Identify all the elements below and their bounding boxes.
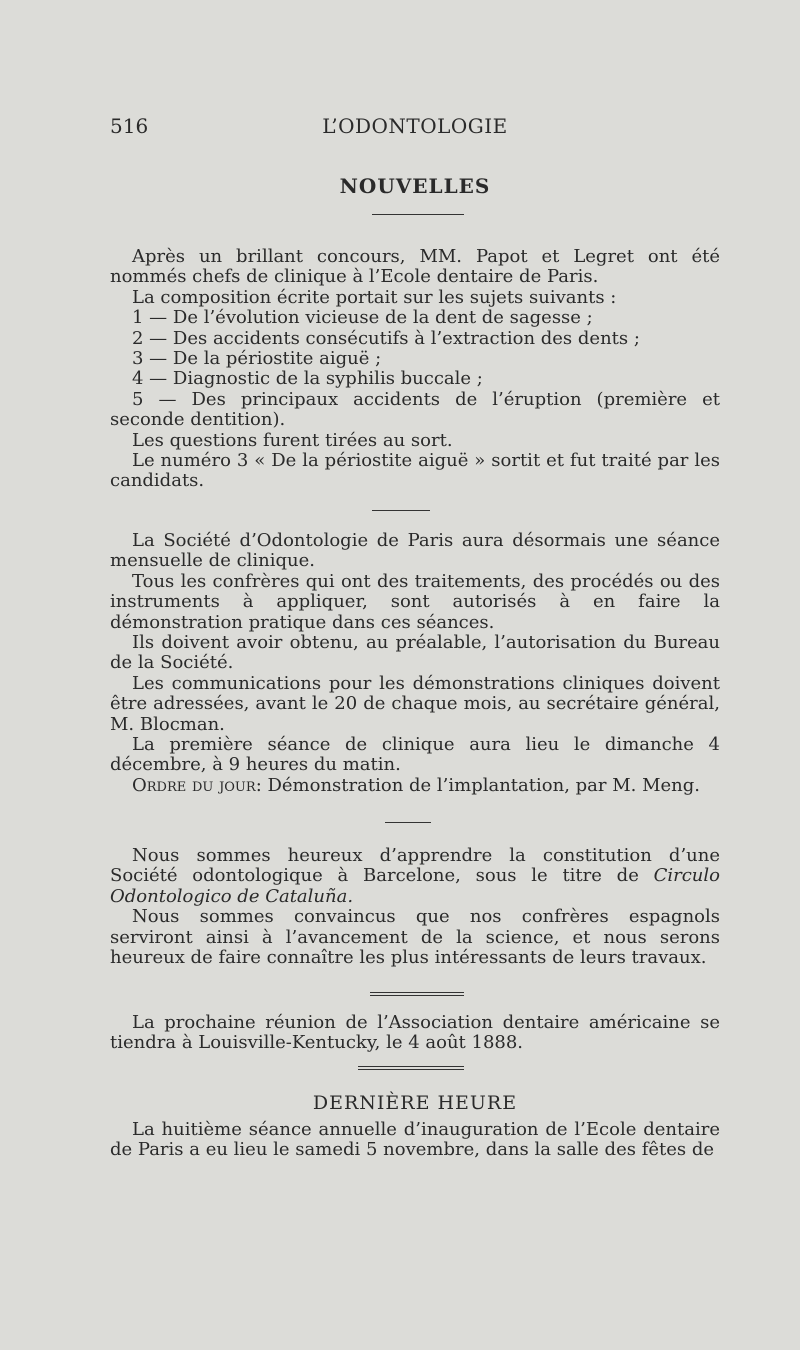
list-item: 1 — De l’évolution vicieuse de la dent de sagesse ; bbox=[132, 307, 593, 329]
separator-rule bbox=[385, 822, 431, 823]
paragraph: Les questions furent tirées au sort. bbox=[132, 429, 453, 451]
separator-rule bbox=[370, 992, 464, 996]
paragraph bbox=[110, 846, 720, 907]
list-item: 2 — Des accidents consécutifs à l’extraction des dents ; bbox=[132, 327, 640, 349]
list-item: 3 — De la périostite aiguë ; bbox=[132, 348, 382, 370]
news-item-derniere-heure bbox=[110, 1120, 720, 1161]
page-header bbox=[110, 114, 720, 144]
paragraph: La Société d’Odontologie de Paris aura désormais une séance mensuelle de clinique. bbox=[110, 530, 720, 572]
ordre-du-jour-text: : Démonstration de l’implantation, par M. Meng. bbox=[255, 774, 701, 796]
separator-rule bbox=[372, 510, 430, 511]
running-title: L’ODONTOLOGIE bbox=[322, 114, 508, 138]
separator-rule bbox=[358, 1066, 464, 1070]
paragraph: Tous les confrères qui ont des traitements, des procédés ou des instruments à appliquer, sont autorisés à en faire la démonstration pratique dans ces séances. bbox=[110, 570, 720, 633]
paragraph: La prochaine réunion de l’Association dentaire américaine se tiendra à Louisville-Kentucky, le 4 août 1888. bbox=[110, 1012, 720, 1054]
paragraph: La composition écrite portait sur les sujets suivants : bbox=[132, 286, 617, 308]
page-number: 516 bbox=[110, 114, 149, 138]
paragraph: Nous sommes convaincus que nos confrères espagnols serviront ainsi à l’avancement de la science, et nous serons heureux de faire connaître les plus intéressants de leurs travaux. bbox=[110, 906, 720, 969]
paragraph: Les communications pour les démonstrations cliniques doivent être adressées, avant le 20 de chaque mois, au secrétaire général, M. Blocman. bbox=[110, 672, 720, 735]
list-item: 5 — Des principaux accidents de l’éruption (première et seconde dentition). bbox=[110, 388, 720, 431]
paragraph: Le numéro 3 « De la périostite aiguë » sortit et fut traité par les candidats. bbox=[110, 450, 720, 492]
text: Nous sommes heureux d’apprendre la constitution d’une Société odontologique à Barcelone, sous le titre de bbox=[110, 845, 720, 887]
news-item-barcelone bbox=[110, 846, 720, 968]
news-item-societe-odontologie bbox=[110, 531, 720, 796]
ordre-du-jour-label: Ordre du jour bbox=[132, 774, 256, 796]
society-name: Circulo Odontologico de Cataluña. bbox=[110, 865, 720, 907]
paragraph-ordre-du-jour bbox=[110, 776, 720, 796]
section-title: NOUVELLES bbox=[339, 174, 491, 198]
paragraph: La première séance de clinique aura lieu le dimanche 4 décembre, à 9 heures du matin. bbox=[110, 734, 720, 776]
news-item-chefs-de-clinique bbox=[110, 247, 720, 492]
paragraph: La huitième séance annuelle d’inauguration de l’Ecole dentaire de Paris a eu lieu le samedi 5 novembre, dans la salle des fêtes de bbox=[110, 1119, 720, 1161]
news-item-association-americaine bbox=[110, 1013, 720, 1054]
title-rule bbox=[372, 214, 464, 215]
derniere-heure-title: DERNIÈRE HEURE bbox=[312, 1092, 518, 1114]
paragraph: Ils doivent avoir obtenu, au préalable, l’autorisation du Bureau de la Société. bbox=[110, 632, 720, 674]
list-item: 4 — Diagnostic de la syphilis buccale ; bbox=[132, 368, 483, 390]
paragraph: Après un brillant concours, MM. Papot et Legret ont été nommés chefs de clinique à l’Ecole dentaire de Paris. bbox=[110, 246, 720, 288]
